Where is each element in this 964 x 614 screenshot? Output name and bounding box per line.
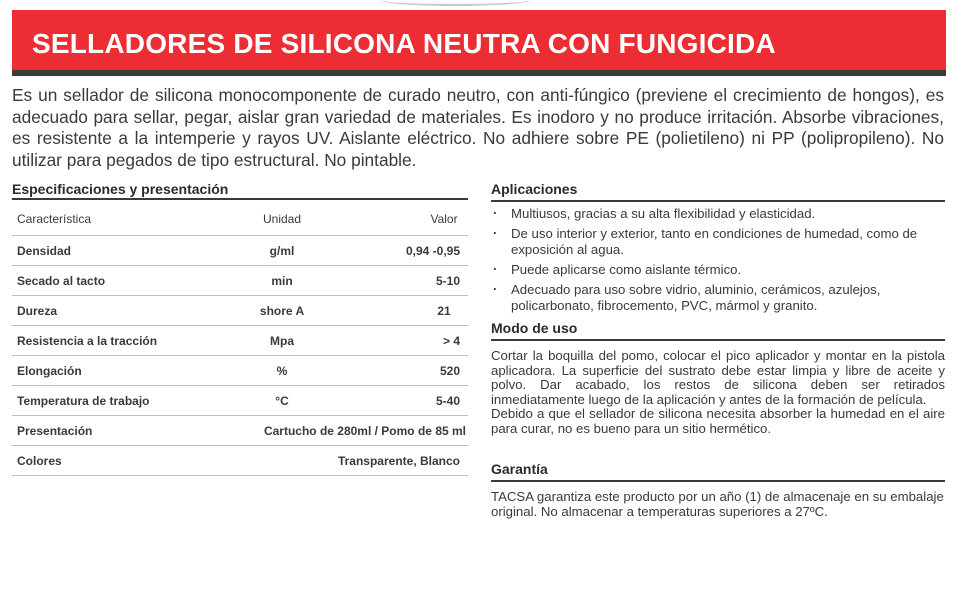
- row-value: Transparente, Blanco: [337, 453, 460, 468]
- aplicaciones-list: [491, 206, 945, 318]
- row-label: Secado al tacto: [17, 273, 106, 288]
- specs-heading: [12, 181, 468, 200]
- table-row: [12, 386, 468, 416]
- aplicaciones-heading: [491, 181, 945, 202]
- row-label: Dureza: [17, 303, 58, 318]
- top-strip: [0, 0, 964, 10]
- specs-title: Especificaciones y presentación: [12, 181, 229, 197]
- row-value: 5-10: [435, 273, 460, 288]
- column-header-unidad-text: Unidad: [262, 211, 302, 226]
- list-item: . Puede aplicarse como aislante térmico.: [491, 262, 945, 278]
- row-value: 520: [439, 363, 460, 378]
- table-row: [12, 356, 468, 386]
- row-label: Temperatura de trabajo: [17, 393, 150, 408]
- row-label: Resistencia a la tracción: [17, 333, 158, 348]
- row-label: Densidad: [17, 243, 72, 258]
- row-unit-text: °C: [275, 393, 289, 408]
- list-item: . Adecuado para uso sobre vidrio, aluminio, cerámicos, azulejos, policarbonato, fibrocemento, PVC, mármol y granito.: [491, 282, 945, 314]
- column-header-valor-text: Valor: [430, 211, 458, 226]
- list-item: . De uso interior y exterior, tanto en condiciones de humedad, como de exposición al agua.: [491, 226, 945, 258]
- row-unit-text: %: [276, 363, 288, 378]
- column-header-caracteristica: Característica: [17, 211, 92, 226]
- table-row: [12, 266, 468, 296]
- decorative-curve: [380, 0, 530, 6]
- row-value: > 4: [442, 333, 460, 348]
- title-banner: [12, 10, 946, 76]
- row-label: Elongación: [17, 363, 82, 378]
- intro-paragraph: Es un sellador de silicona monocomponente de curado neutro, con anti-fúngico (previene el crecimiento de hongos), es adecuado para sellar, pegar, aislar gran variedad de materiales. Es inodoro y no produce irritación. Absorbe vibraciones, es resistente a la intemperie y rayos UV. Aislante eléctrico. No adhiere sobre PE (polietileno) ni PP (polipropileno). No utilizar para pegados de tipo estructural. No pintable.: [12, 85, 944, 170]
- aplicaciones-title: Aplicaciones: [491, 181, 578, 197]
- garantia-heading: [491, 461, 945, 482]
- garantia-title: Garantía: [491, 461, 548, 477]
- modo-uso-paragraph: Cortar la boquilla del pomo, colocar el pico aplicador y montar en la pistola aplicadora. La superficie del sustrato debe estar limpia y libre de aceite y polvo. Dar acabado, los restos de silicona deben ser retirados inmediatamente luego de la aplicación y antes de la formación de película.: [491, 348, 945, 407]
- row-label: Presentación: [17, 423, 93, 438]
- specs-table: [12, 202, 468, 476]
- table-row: [12, 326, 468, 356]
- table-row: [12, 446, 468, 476]
- row-label: Colores: [17, 453, 62, 468]
- list-item: . Multiusos, gracias a su alta flexibilidad y elasticidad.: [491, 206, 945, 222]
- row-unit: Cartucho de 280ml / Pomo de 85 ml: [263, 423, 466, 438]
- modo-uso-heading: [491, 320, 945, 341]
- row-unit-text: g/ml: [269, 243, 295, 258]
- row-unit-text: Mpa: [270, 333, 294, 348]
- table-row: [12, 296, 468, 326]
- specs-table-header: [12, 202, 468, 236]
- modo-uso-paragraph: Debido a que el sellador de silicona necesita absorber la humedad en el aire para curar, no es bueno para un sitio hermético.: [491, 406, 945, 436]
- modo-uso-text: [491, 349, 945, 437]
- table-row: [12, 236, 468, 266]
- row-value: 5-40: [435, 393, 460, 408]
- row-unit-text: min: [271, 273, 293, 288]
- page-title: SELLADORES DE SILICONA NEUTRA CON FUNGICIDA: [32, 28, 776, 59]
- modo-uso-title: Modo de uso: [491, 320, 578, 336]
- garantia-text: TACSA garantiza este producto por un año (1) de almacenaje en su embalaje original. No almacenar a temperaturas superiores a 27ºC.: [491, 489, 944, 519]
- row-value: 0,94 -0,95: [405, 243, 460, 258]
- table-row: [12, 416, 468, 446]
- row-unit-text: shore A: [259, 303, 305, 318]
- row-value-text: 21: [437, 303, 451, 318]
